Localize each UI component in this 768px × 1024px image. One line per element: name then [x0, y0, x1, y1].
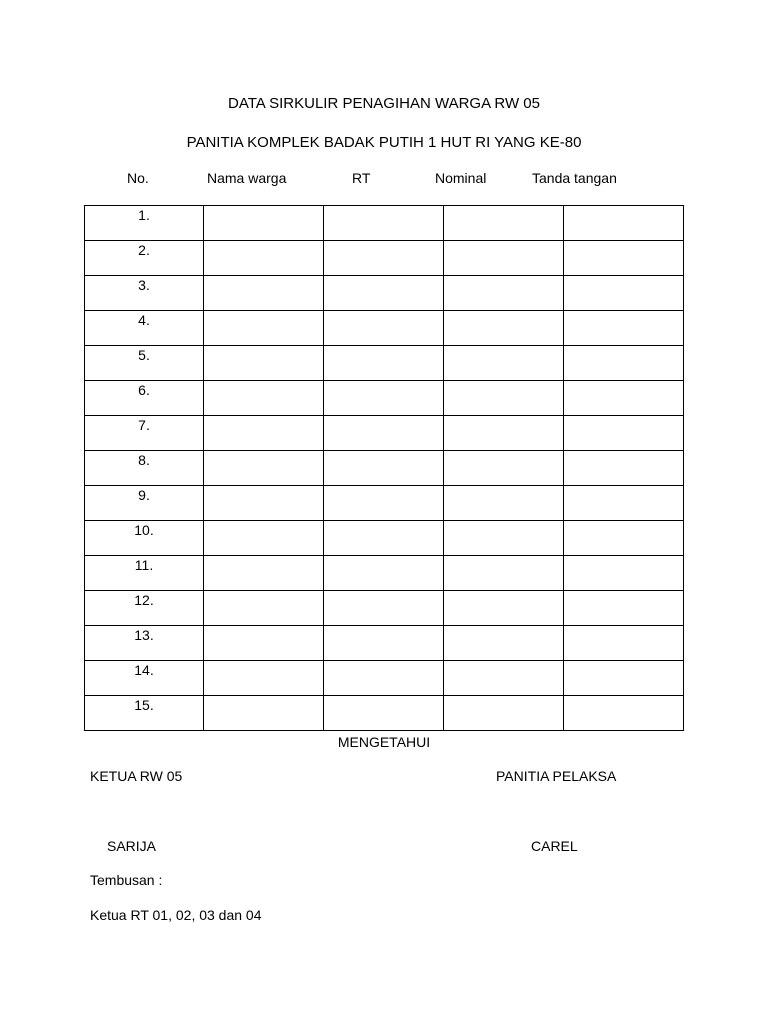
table-cell: [324, 661, 444, 696]
table-cell: [564, 206, 684, 241]
table-cell: [204, 626, 324, 661]
table-row: [85, 521, 684, 556]
data-table: [84, 205, 684, 731]
table-cell: [204, 556, 324, 591]
row-number: 3.: [85, 276, 204, 311]
row-number: 4.: [85, 311, 204, 346]
table-cell: [444, 346, 564, 381]
table-cell: [204, 311, 324, 346]
table-cell: [204, 521, 324, 556]
tembusan-label: Tembusan :: [90, 872, 163, 888]
row-number: 1.: [85, 206, 204, 241]
row-number: 2.: [85, 241, 204, 276]
table-cell: [324, 346, 444, 381]
table-cell: [324, 416, 444, 451]
table-cell: [444, 521, 564, 556]
row-number: 6.: [85, 381, 204, 416]
table-cell: [204, 241, 324, 276]
table-cell: [564, 381, 684, 416]
table-cell: [324, 591, 444, 626]
table-row: [85, 416, 684, 451]
header-no: No.: [127, 170, 149, 186]
table-cell: [444, 276, 564, 311]
table-cell: [564, 486, 684, 521]
table-cell: [204, 346, 324, 381]
table-cell: [564, 311, 684, 346]
table-cell: [324, 276, 444, 311]
table-row: [85, 206, 684, 241]
table-cell: [564, 451, 684, 486]
table-row: [85, 346, 684, 381]
table-cell: [324, 241, 444, 276]
table-cell: [444, 451, 564, 486]
table-cell: [444, 556, 564, 591]
row-number: 15.: [85, 696, 204, 731]
header-tanda-tangan: Tanda tangan: [532, 170, 617, 186]
table-cell: [564, 416, 684, 451]
table-cell: [564, 521, 684, 556]
table-cell: [204, 206, 324, 241]
table-cell: [204, 696, 324, 731]
table-cell: [564, 661, 684, 696]
table-cell: [564, 346, 684, 381]
table-row: [85, 276, 684, 311]
table-row: [85, 591, 684, 626]
table-row: [85, 696, 684, 731]
table-cell: [564, 556, 684, 591]
table-cell: [204, 486, 324, 521]
table-cell: [564, 591, 684, 626]
row-number: 13.: [85, 626, 204, 661]
table-cell: [204, 661, 324, 696]
table-cell: [444, 416, 564, 451]
table-cell: [324, 206, 444, 241]
header-nama-warga: Nama warga: [207, 170, 287, 186]
table-row: [85, 381, 684, 416]
ketua-rw-label: KETUA RW 05: [90, 768, 183, 784]
table-cell: [564, 241, 684, 276]
table-cell: [324, 556, 444, 591]
table-cell: [444, 591, 564, 626]
table-cell: [204, 416, 324, 451]
mengetahui-label: MENGETAHUI: [337, 734, 431, 750]
table-cell: [444, 661, 564, 696]
table-cell: [204, 381, 324, 416]
row-number: 12.: [85, 591, 204, 626]
table-cell: [444, 381, 564, 416]
table-cell: [324, 311, 444, 346]
document-subtitle: PANITIA KOMPLEK BADAK PUTIH 1 HUT RI YANG KE-80: [186, 134, 582, 151]
tembusan-value: Ketua RT 01, 02, 03 dan 04: [90, 907, 262, 923]
table-cell: [444, 206, 564, 241]
ketua-rw-name: SARIJA: [107, 838, 157, 854]
table-cell: [564, 276, 684, 311]
row-number: 8.: [85, 451, 204, 486]
table-cell: [324, 521, 444, 556]
table-cell: [204, 276, 324, 311]
table-cell: [444, 311, 564, 346]
table-row: [85, 486, 684, 521]
row-number: 9.: [85, 486, 204, 521]
table-row: [85, 556, 684, 591]
document-title: DATA SIRKULIR PENAGIHAN WARGA RW 05: [227, 95, 540, 112]
table-row: [85, 626, 684, 661]
table-cell: [444, 241, 564, 276]
table-row: [85, 311, 684, 346]
table-row: [85, 451, 684, 486]
header-nominal: Nominal: [435, 170, 487, 186]
row-number: 10.: [85, 521, 204, 556]
row-number: 14.: [85, 661, 204, 696]
table-cell: [324, 381, 444, 416]
table-cell: [564, 696, 684, 731]
row-number: 7.: [85, 416, 204, 451]
table-cell: [324, 486, 444, 521]
table-row: [85, 661, 684, 696]
table-cell: [324, 696, 444, 731]
panitia-name: CAREL: [531, 838, 578, 854]
row-number: 11.: [85, 556, 204, 591]
table-cell: [324, 451, 444, 486]
table-cell: [444, 626, 564, 661]
table-cell: [564, 626, 684, 661]
row-number: 5.: [85, 346, 204, 381]
table-cell: [444, 486, 564, 521]
panitia-label: PANITIA PELAKSA: [496, 768, 617, 784]
table-cell: [324, 626, 444, 661]
header-rt: RT: [352, 170, 371, 186]
table-cell: [204, 591, 324, 626]
table-cell: [204, 451, 324, 486]
table-cell: [444, 696, 564, 731]
table-row: [85, 241, 684, 276]
